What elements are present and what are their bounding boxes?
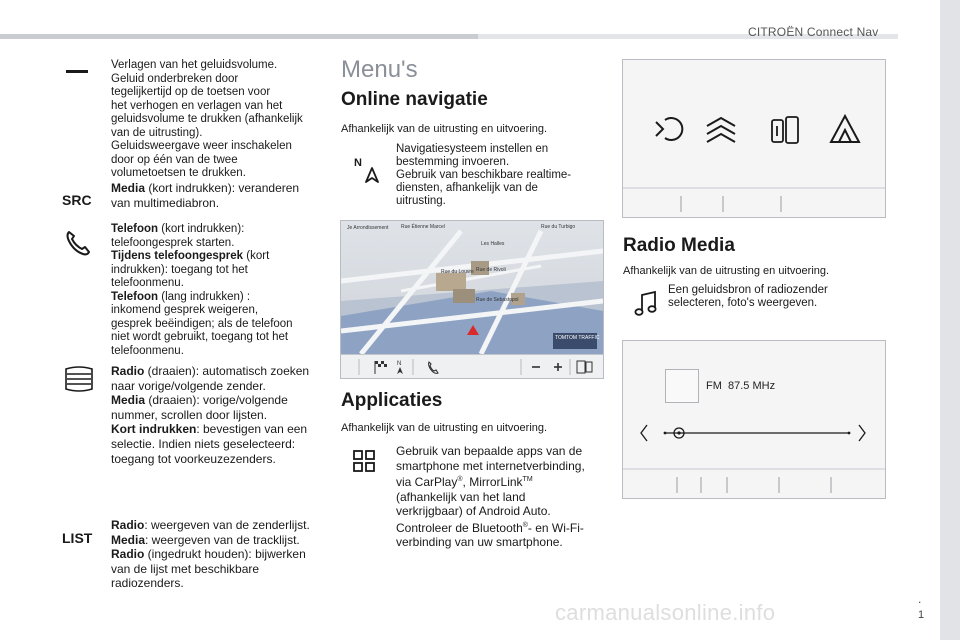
phone-handset-icon: [64, 228, 92, 256]
text-line: verbinding van uw smartphone.: [396, 535, 563, 549]
traffic-badge: TOMTOM TRAFFIC: [555, 335, 600, 341]
text-line: verkrijgbaar) of Android Auto.: [396, 504, 551, 518]
citroen-chevrons-icon: [707, 118, 735, 142]
text-line: van de lijst met beschikbare: [111, 561, 260, 576]
page-number: 1: [918, 609, 925, 621]
radio-media-description: [668, 284, 873, 310]
text-span: (kort indrukken):: [158, 223, 245, 235]
list-description: [111, 518, 326, 591]
text-span: : weergeven van de zenderlijst.: [144, 518, 310, 532]
bold-term: Media: [111, 181, 146, 195]
navigation-map: [341, 221, 603, 354]
text-line: van multimediabron.: [111, 196, 220, 210]
text-span: - en Wi-Fi-: [527, 520, 584, 535]
minus-icon: [66, 70, 88, 74]
text-line: bestemming invoeren.: [396, 156, 510, 168]
street-label: Rue Étienne Marcel: [401, 224, 445, 230]
text-line: het verhogen en verlagen van het: [111, 99, 283, 112]
text-line: door op één van de twee: [111, 153, 238, 166]
text-line: naar vorige/volgende zender.: [111, 378, 266, 393]
bold-term: Media: [111, 532, 146, 547]
street-label: Rue du Turbigo: [541, 224, 576, 230]
text-line: telefoonmenu.: [111, 344, 184, 357]
text-line: Een geluidsbron of radiozender: [668, 284, 828, 296]
zoom-in-icon: [554, 363, 562, 371]
text-span: Controleer de Bluetooth: [396, 520, 523, 535]
page-dot: .: [918, 592, 922, 606]
text-span: (draaien): vorige/volgende: [145, 393, 288, 408]
text-span: : weergeven van de tracklijst.: [145, 532, 300, 547]
bold-term: Radio: [111, 364, 145, 378]
volume-down-description: [111, 59, 326, 181]
text-line: diensten, afhankelijk van de: [396, 182, 538, 194]
apps-screen-illustration: [622, 59, 886, 218]
svg-text:N: N: [354, 157, 362, 169]
phone-description: [111, 223, 326, 358]
bold-term: Kort indrukken: [111, 422, 197, 437]
chevron-left-icon: [641, 425, 647, 441]
text-line: telefoonmenu.: [111, 277, 184, 289]
src-button-label: SRC: [62, 192, 92, 208]
registered-mark: ®: [522, 521, 528, 529]
src-description: [111, 181, 326, 211]
bold-term: Telefoon: [111, 290, 159, 303]
text-line: Gebruik van bepaalde apps van de: [396, 444, 583, 458]
text-line: volumetoetsen te drukken.: [111, 167, 246, 179]
applications-intro: Afhankelijk van de uitrusting en uitvoering.: [341, 422, 548, 434]
page-header-title: CITROËN Connect Nav: [748, 25, 879, 39]
applications-description: [396, 444, 601, 550]
apps-grid-icon: [353, 450, 375, 472]
menus-title: Menu's: [341, 56, 418, 83]
north-arrow-icon: [397, 361, 403, 374]
navigation-map-screenshot: [340, 220, 604, 379]
radio-media-intro: Afhankelijk van de uitrusting en uitvoering.: [623, 265, 830, 277]
street-label: Rue de Sebastopol: [476, 297, 519, 303]
online-navigation-intro: Afhankelijk van de uitrusting en uitvoering.: [341, 123, 548, 135]
street-label: Rue du Louvre: [441, 269, 474, 275]
chevron-right-icon: [859, 425, 865, 441]
text-line: radiozenders.: [111, 576, 184, 591]
text-line: inkomend gesprek weigeren,: [111, 304, 259, 316]
text-line: telefoongesprek starten.: [111, 236, 235, 249]
street-label: Je Arrondissement: [347, 225, 389, 231]
scroll-wheel-icon: [64, 366, 94, 392]
text-span: (draaien): automatisch zoeken: [144, 364, 310, 378]
frequency-value: 87.5 MHz: [728, 380, 776, 392]
text-line: Geluidsweergave weer inschakelen: [111, 140, 292, 152]
radio-media-heading: Radio Media: [623, 235, 735, 256]
text-line: nummer, scrollen door lijsten.: [111, 407, 268, 422]
side-tab-strip: [940, 0, 960, 640]
text-line: selecteren, foto's weergeven.: [668, 297, 818, 309]
text-span: (lang indrukken) :: [158, 290, 251, 303]
carplay-icon: [656, 118, 682, 140]
music-note-icon: [634, 291, 658, 317]
navigation-icon: [352, 155, 382, 185]
svg-text:N: N: [397, 361, 402, 367]
list-button-label: LIST: [62, 530, 93, 546]
text-line: gesprek beëindigen; als de telefoon: [111, 317, 293, 330]
scroll-wheel-description: [111, 364, 326, 466]
text-line: niet wordt gebruikt, toegang tot het: [111, 331, 289, 343]
phone-mirror-icon: [577, 361, 592, 373]
registered-mark: ®: [457, 476, 463, 483]
phone-handset-icon: [429, 362, 438, 373]
text-line: indrukken): toegang tot het: [111, 263, 248, 276]
radio-screen-illustration: [622, 340, 886, 499]
text-line: smartphone met internetverbinding,: [396, 458, 585, 473]
text-line: (afhankelijk van het land: [396, 489, 526, 504]
text-line: toegang tot voorkeuzezenders.: [111, 451, 276, 466]
online-navigation-description: [396, 143, 596, 208]
watermark-text: carmanualsonline.info: [555, 600, 776, 625]
mirrorlink-icon: [772, 117, 798, 143]
text-line: van de uitrusting).: [111, 126, 203, 139]
bold-term: Radio: [111, 518, 145, 532]
text-line: tegelijkertijd op de toetsen voor: [111, 86, 271, 98]
text-line: uitrusting.: [396, 195, 446, 207]
map-toolbar: [341, 354, 603, 379]
text-span: : bevestigen van een: [196, 422, 308, 437]
online-navigation-heading: Online navigatie: [341, 89, 488, 110]
text-span: via CarPlay: [396, 475, 458, 489]
text-span: (ingedrukt houden): bijwerken: [144, 547, 306, 562]
trademark-mark: TM: [522, 476, 533, 483]
text-line: Gebruik van beschikbare realtime-: [396, 169, 572, 181]
bold-term: Media: [111, 393, 146, 408]
street-label: Rue de Rivoli: [476, 267, 506, 273]
text-span: (kort: [243, 250, 270, 262]
bold-term: Radio: [111, 547, 145, 562]
bold-term: Tijdens telefoongesprek: [111, 250, 244, 262]
text-line: Geluid onderbreken door: [111, 72, 239, 85]
text-span: , MirrorLink: [462, 475, 523, 489]
bold-term: Telefoon: [111, 223, 159, 235]
applications-heading: Applicaties: [341, 390, 443, 411]
text-line: Navigatiesysteem instellen en: [396, 143, 549, 155]
top-divider-left: [0, 34, 478, 39]
checkered-flag-icon: [375, 361, 387, 374]
android-auto-icon: [831, 116, 859, 142]
text-line: selectie. Indien niets geselecteerd:: [111, 436, 296, 451]
band-label: FM: [706, 380, 722, 392]
text-line: Verlagen van het geluidsvolume.: [111, 59, 278, 71]
text-line: geluidsvolume te drukken (afhankelijk: [111, 113, 303, 125]
street-label: Les Halles: [481, 241, 505, 247]
text-span: (kort indrukken): veranderen: [145, 181, 300, 195]
